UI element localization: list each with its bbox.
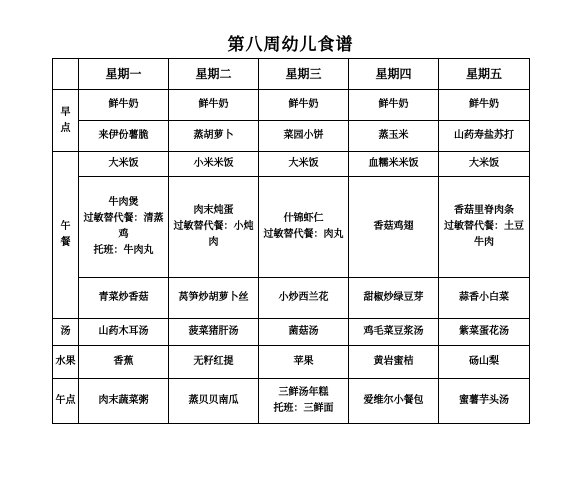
- corner-cell: [53, 59, 79, 90]
- meal-label-lunch: 午餐: [53, 152, 79, 319]
- menu-cell: [439, 177, 530, 278]
- menu-cell: [259, 379, 349, 424]
- menu-cell: 莴笋炒胡萝卜丝: [169, 278, 259, 319]
- menu-cell: 鸡毛菜豆浆汤: [349, 319, 439, 346]
- menu-cell: 鲜牛奶: [439, 90, 530, 121]
- header-row: [53, 59, 530, 90]
- dish-line: 过敏替代餐：清蒸鸡: [83, 213, 164, 240]
- day-header: 星期二: [169, 59, 259, 90]
- menu-cell: 菜园小饼: [259, 121, 349, 152]
- menu-cell: 蒸胡萝卜: [169, 121, 259, 152]
- menu-cell: [79, 379, 169, 424]
- dish-line: 蜜薯芋头汤: [459, 395, 509, 406]
- menu-cell: [439, 379, 530, 424]
- dish-line: 三鲜汤年糕: [278, 387, 329, 398]
- menu-cell: [349, 177, 439, 278]
- dish-line: 过敏替代餐：肉丸: [263, 229, 344, 240]
- menu-cell: [79, 177, 169, 278]
- dish-line: 肉末蔬菜粥: [98, 395, 149, 406]
- menu-cell: 蒸玉米: [349, 121, 439, 152]
- dish-line: 香菇鸡翅: [373, 221, 414, 232]
- day-header: 星期五: [439, 59, 530, 90]
- menu-cell: 来伊份薯脆: [79, 121, 169, 152]
- menu-cell: [169, 177, 259, 278]
- menu-cell: 小炒西兰花: [259, 278, 349, 319]
- breakfast-row-2: [53, 121, 530, 152]
- menu-cell: 菌菇汤: [259, 319, 349, 346]
- menu-cell: 大米饭: [79, 152, 169, 177]
- dish-line: 过敏替代餐：小炖肉: [173, 221, 254, 248]
- meal-label-breakfast: 早点: [53, 90, 79, 152]
- menu-cell: 苹果: [259, 346, 349, 379]
- menu-cell: 鲜牛奶: [349, 90, 439, 121]
- menu-cell: 黄岩蜜桔: [349, 346, 439, 379]
- dish-line: 肉末炖蛋: [193, 205, 234, 216]
- menu-cell: 蒜香小白菜: [439, 278, 530, 319]
- fruit-row: [53, 346, 530, 379]
- day-header: 星期三: [259, 59, 349, 90]
- lunch-veg-row: [53, 278, 530, 319]
- menu-table: [52, 58, 530, 424]
- menu-cell: 大米饭: [439, 152, 530, 177]
- page-title: 第八周幼儿食谱: [227, 35, 354, 55]
- menu-cell: 青菜炒香菇: [79, 278, 169, 319]
- meal-label-fruit: 水果: [53, 346, 79, 379]
- snack-row: [53, 379, 530, 424]
- menu-cell: [169, 379, 259, 424]
- breakfast-row-1: [53, 90, 530, 121]
- day-header: 星期四: [349, 59, 439, 90]
- menu-cell: 鲜牛奶: [259, 90, 349, 121]
- dish-line: 爱维尔小餐包: [363, 395, 424, 406]
- dish-line: 托班：三鲜面: [273, 403, 334, 414]
- menu-cell: 香蕉: [79, 346, 169, 379]
- lunch-main-row: [53, 177, 530, 278]
- menu-cell: 血糯米米饭: [349, 152, 439, 177]
- menu-cell: 紫菜蛋花汤: [439, 319, 530, 346]
- dish-line: 什锦虾仁: [283, 213, 324, 224]
- menu-cell: [349, 379, 439, 424]
- dish-line: 过敏替代餐：土豆牛肉: [444, 221, 524, 248]
- menu-cell: 鲜牛奶: [79, 90, 169, 121]
- meal-label-snack: 午点: [53, 379, 79, 424]
- menu-cell: 菠菜猪肝汤: [169, 319, 259, 346]
- menu-cell: 大米饭: [259, 152, 349, 177]
- lunch-staple-row: [53, 152, 530, 177]
- menu-cell: 甜椒炒绿豆芽: [349, 278, 439, 319]
- dish-line: 托班：牛肉丸: [93, 245, 154, 256]
- menu-cell: 小米米饭: [169, 152, 259, 177]
- menu-cell: 无籽红提: [169, 346, 259, 379]
- menu-cell: 砀山梨: [439, 346, 530, 379]
- menu-cell: 山药寿盐苏打: [439, 121, 530, 152]
- menu-cell: 鲜牛奶: [169, 90, 259, 121]
- menu-cell: [259, 177, 349, 278]
- dish-line: 牛肉煲: [108, 197, 139, 208]
- day-header: 星期一: [79, 59, 169, 90]
- meal-label-soup: 汤: [53, 319, 79, 346]
- soup-row: [53, 319, 530, 346]
- dish-line: 蒸贝贝南瓜: [188, 395, 239, 406]
- dish-line: 香菇里脊肉条: [454, 205, 514, 216]
- menu-cell: 山药木耳汤: [79, 319, 169, 346]
